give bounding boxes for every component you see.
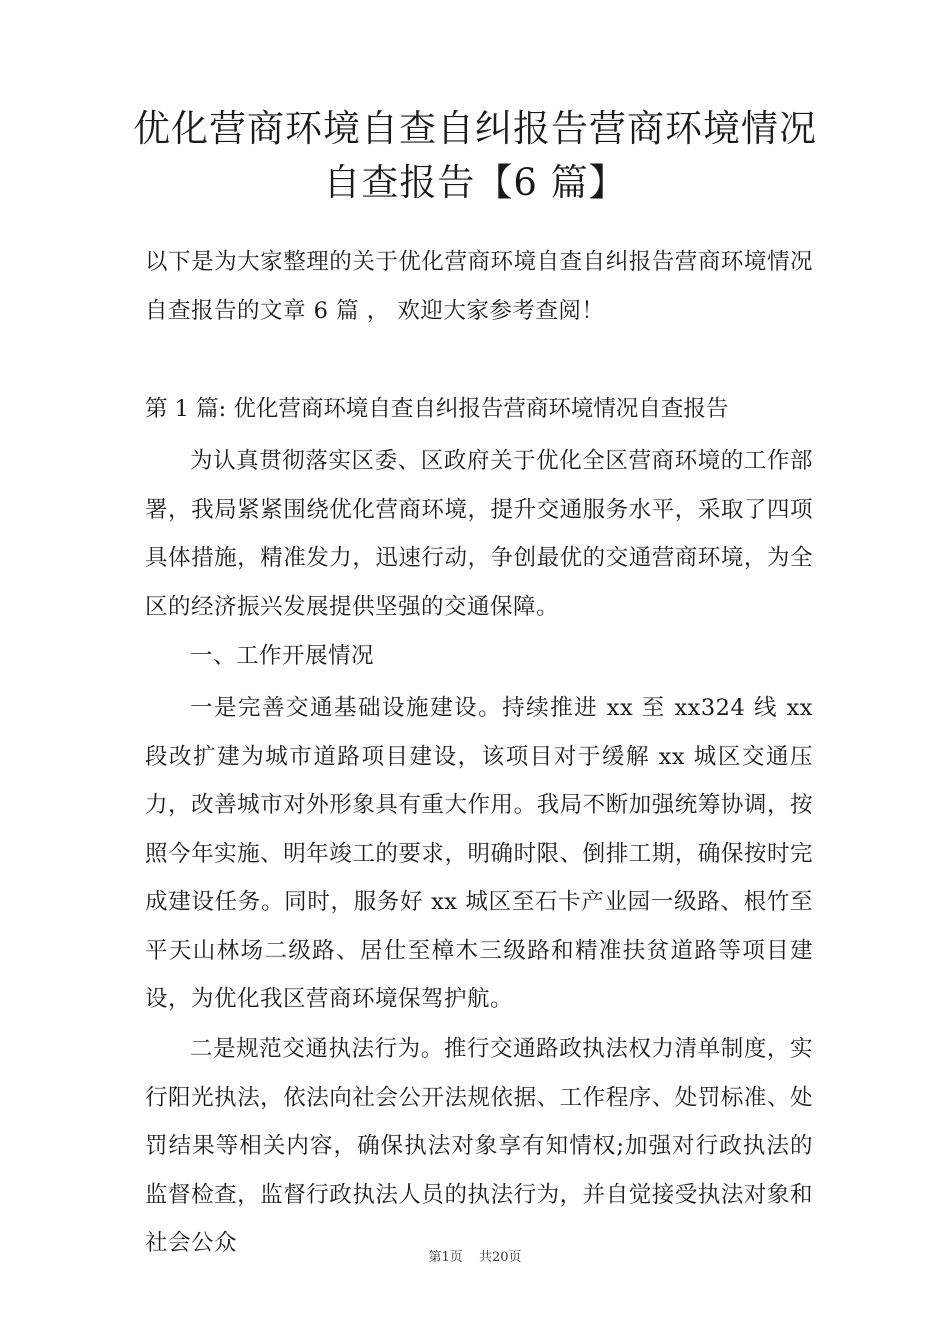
page-number: 第1页 [428,1250,463,1265]
body-paragraph: 一是完善交通基础设施建设。持续推进 xx 至 xx324 线 xx 段改扩建为城市道路项目建设，该项目对于缓解 xx 城区交通压力，改善城市对外形象具有重大作用。我局不断加强统筹协调，按照今年实施、明年竣工的要求，明确时限、倒排工期，确保按时完成建设任务。同时，服务好 xx 城区至石卡产业园一级路、根竹至平天山林场二级路、居仕至樟木三级路和精准扶贫道路等项目建设，为优化我区营商环境保驾护航。 [145,695,813,1012]
document-title [110,102,840,210]
title-line-1: 优化营商环境自查自纠报告营商环境情况 [133,107,817,150]
page-footer [0,1246,950,1265]
title-line-2: 自查报告【6 篇】 [323,161,627,204]
body-paragraph: 为认真贯彻落实区委、区政府关于优化全区营商环境的工作部署，我局紧紧围绕优化营商环境，提升交通服务水平，采取了四项具体措施，精准发力，迅速行动，争创最优的交通营商环境，为全区的经济振兴发展提供坚强的交通保障。 [145,448,813,620]
page-total: 共20页 [478,1250,522,1265]
intro-paragraph: 以下是为大家整理的关于优化营商环境自查自纠报告营商环境情况自查报告的文章 6 篇 ， 欢迎大家参考查阅！ [145,249,813,324]
body-paragraph: 二是规范交通执法行为。推行交通路政执法权力清单制度，实行阳光执法，依法向社会公开法规依据、工作程序、处罚标准、处罚结果等相关内容，确保执法对象享有知情权;加强对行政执法的监督检查，监督行政执法人员的执法行为，并自觉接受执法对象和社会公众 [145,1036,813,1256]
section-heading: 第 1 篇: 优化营商环境自查自纠报告营商环境情况自查报告 [145,396,729,422]
subheading-paragraph: 一、工作开展情况 [190,643,375,669]
